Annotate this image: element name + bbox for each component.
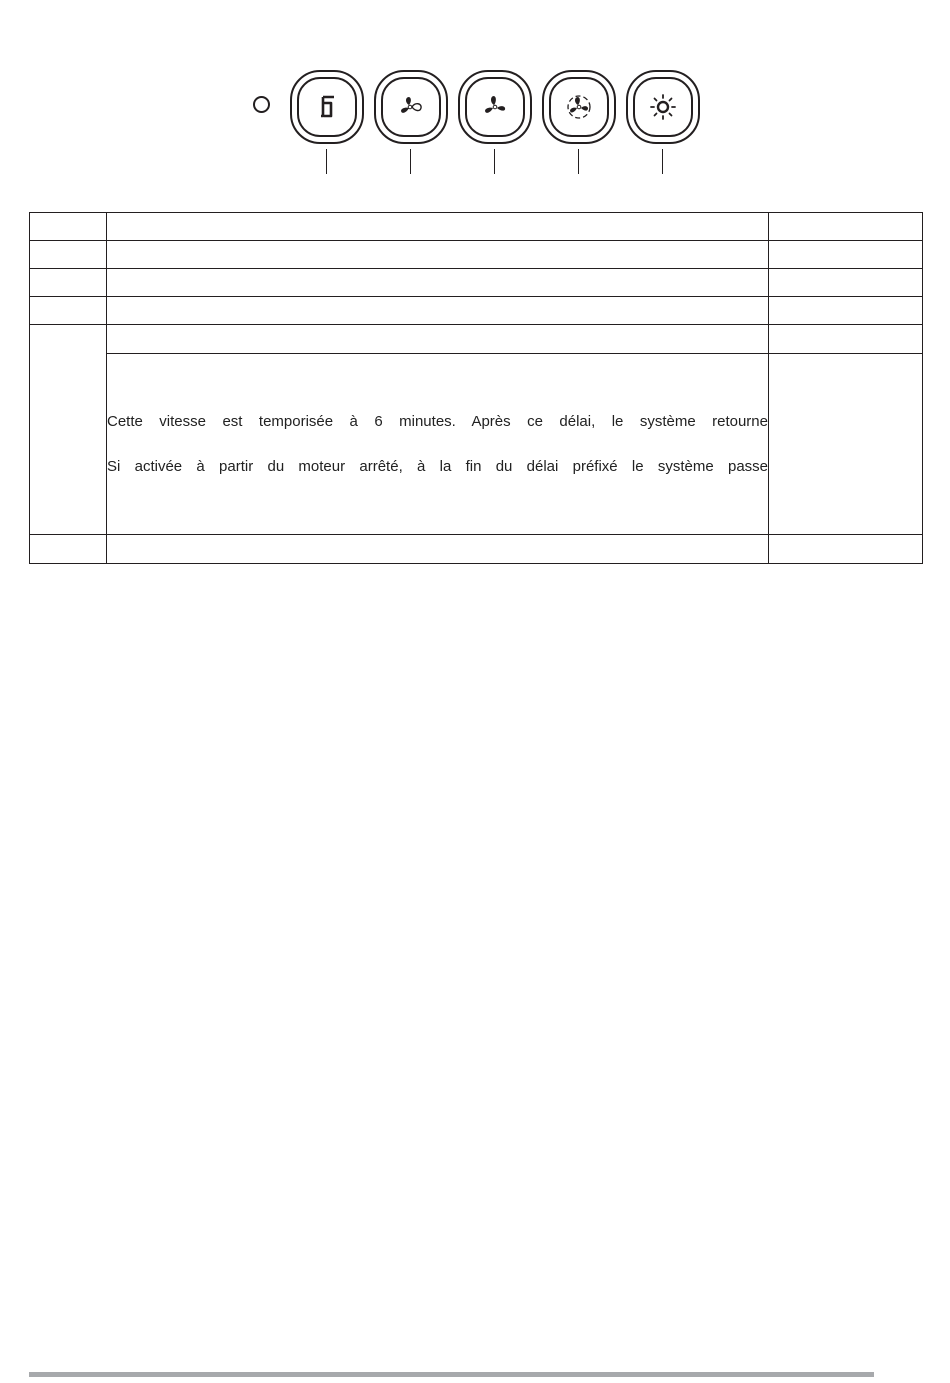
callout-line (578, 149, 579, 174)
legend-table (29, 212, 923, 564)
table-row (30, 213, 923, 241)
footer-rule (29, 1372, 874, 1377)
callout-line (662, 149, 663, 174)
table-row (30, 269, 923, 297)
filter-button[interactable] (290, 70, 364, 144)
row-led-cell (769, 297, 923, 325)
row-description-cell (107, 269, 769, 297)
indicator-led-icon (253, 96, 270, 113)
table-row (30, 325, 923, 354)
row-description-cell (107, 535, 769, 564)
fan-speed-3-icon (564, 92, 594, 122)
row-number-cell (30, 269, 107, 297)
row-led-cell (769, 241, 923, 269)
description-line: Cette vitesse est temporisée à 6 minutes. Après ce délai, le système retourne (107, 412, 768, 430)
light-icon (648, 92, 678, 122)
row-led-cell (769, 535, 923, 564)
row-number-cell (30, 241, 107, 269)
row-description-cell (107, 325, 769, 354)
fan-speed-3-button[interactable] (542, 70, 616, 144)
row-number-cell (30, 535, 107, 564)
table-row (30, 535, 923, 564)
row-description-cell (107, 213, 769, 241)
fan-speed-1-button[interactable] (374, 70, 448, 144)
light-button[interactable] (626, 70, 700, 144)
row-led-cell (769, 354, 923, 535)
fan-speed-1-icon (396, 92, 426, 122)
table-row (30, 297, 923, 325)
fan-speed-2-icon (480, 92, 510, 122)
row-description-cell (107, 241, 769, 269)
row-number-cell (30, 213, 107, 241)
row-number-cell (30, 325, 107, 535)
row-number-cell (30, 297, 107, 325)
callout-line (494, 149, 495, 174)
row-led-cell (769, 213, 923, 241)
table-row (30, 354, 923, 535)
table-row (30, 241, 923, 269)
callout-line (410, 149, 411, 174)
control-panel-diagram (0, 0, 950, 190)
row-description-cell (107, 354, 769, 535)
row-description-cell (107, 297, 769, 325)
callout-line (326, 149, 327, 174)
fan-speed-2-button[interactable] (458, 70, 532, 144)
row-led-cell (769, 269, 923, 297)
filter-icon (312, 92, 342, 122)
description-line: Si activée à partir du moteur arrêté, à la fin du délai préfixé le système passe (107, 457, 768, 475)
row-led-cell (769, 325, 923, 354)
